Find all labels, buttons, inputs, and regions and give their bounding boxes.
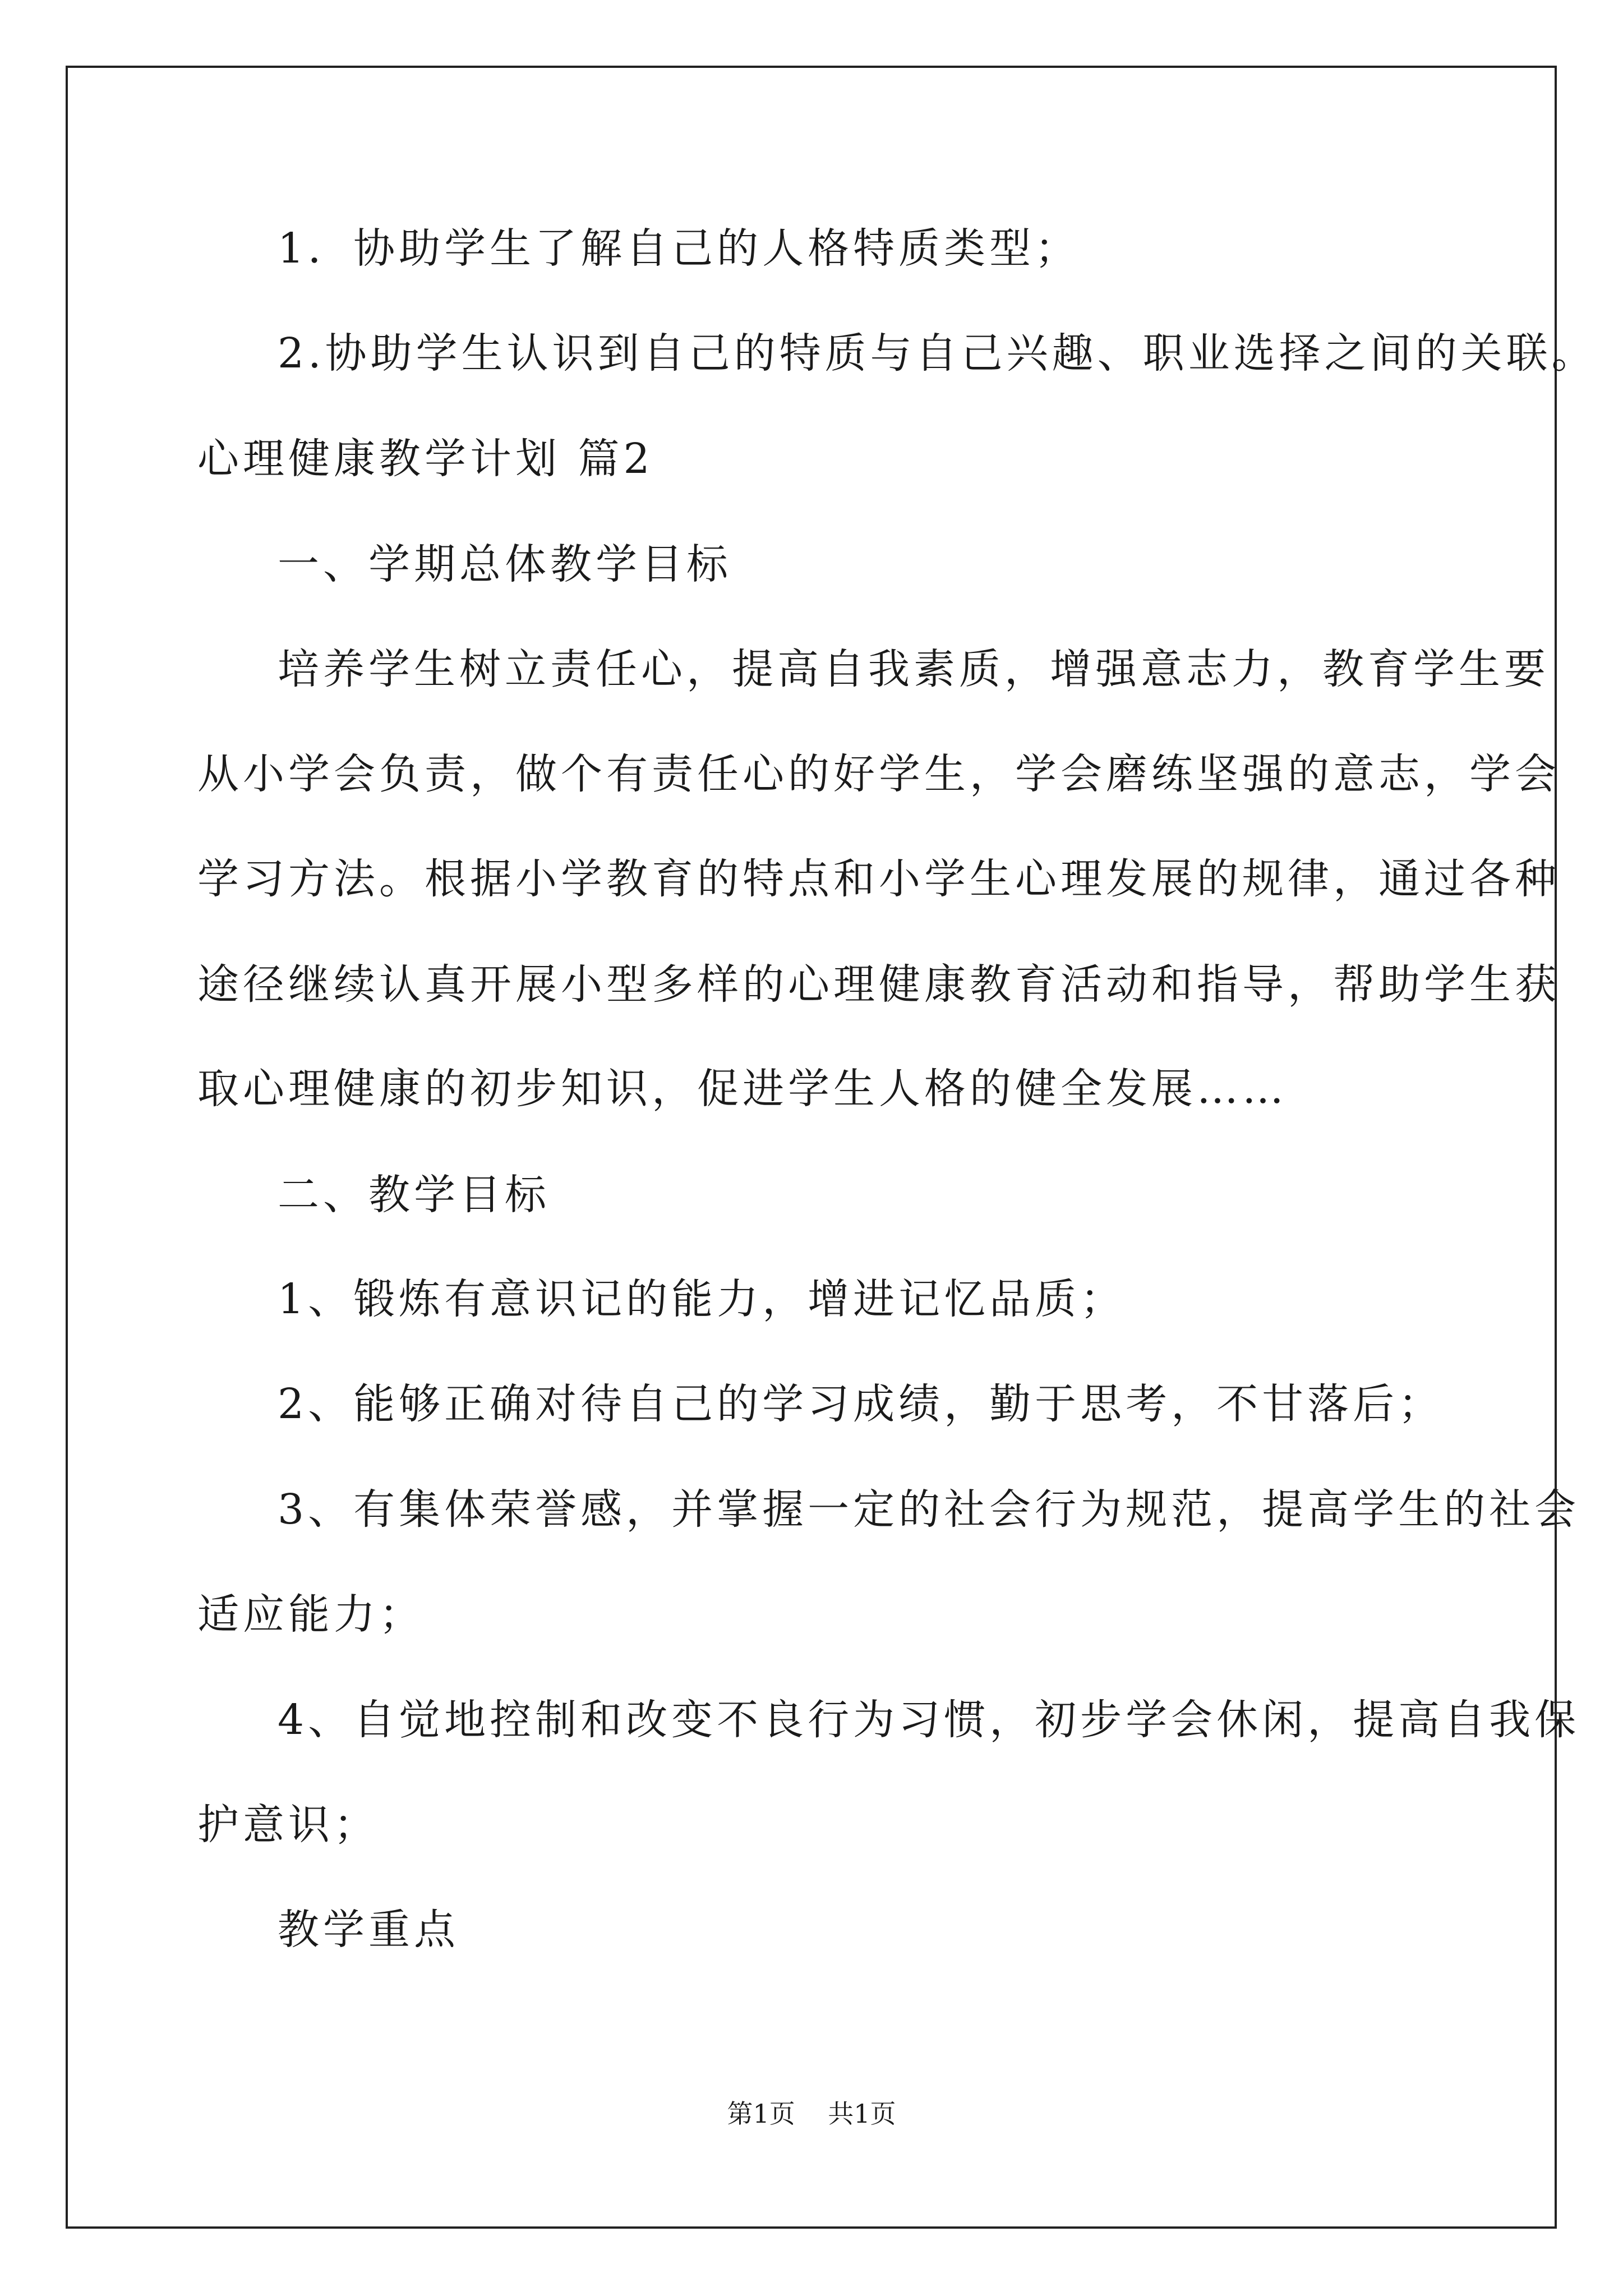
- heading-semester-goals: 一、学期总体教学目标: [278, 540, 732, 588]
- page-number: 第1页: [727, 2099, 795, 2129]
- page-total: 共1页: [828, 2099, 896, 2129]
- paragraph-line: 学习方法。根据小学教育的特点和小学生心理发展的规律，通过各种: [197, 855, 1560, 903]
- section-title: 心理健康教学计划 篇2: [197, 435, 654, 483]
- heading-teaching-goals: 二、教学目标: [278, 1171, 550, 1219]
- list-item-2: 2.协助学生认识到自己的特质与自己兴趣、职业选择之间的关联。: [278, 329, 1597, 378]
- paragraph-line: 取心理健康的初步知识，促进学生人格的健全发展……: [197, 1065, 1288, 1113]
- heading-teaching-focus: 教学重点: [278, 1906, 459, 1954]
- paragraph-line: 从小学会负责，做个有责任心的好学生，学会磨练坚强的意志，学会: [197, 750, 1560, 798]
- goal-item-4-cont: 护意识；: [197, 1801, 379, 1849]
- goal-item-1: 1、锻炼有意识记的能力，增进记忆品质；: [278, 1275, 1126, 1323]
- paragraph-line: 培养学生树立责任心，提高自我素质，增强意志力，教育学生要: [278, 645, 1550, 693]
- goal-item-4: 4、自觉地控制和改变不良行为习惯，初步学会休闲，提高自我保: [278, 1696, 1580, 1744]
- page-footer: [0, 2097, 1623, 2131]
- goal-item-3: 3、有集体荣誉感，并掌握一定的社会行为规范，提高学生的社会: [278, 1485, 1580, 1534]
- paragraph-line: 途径继续认真开展小型多样的心理健康教育活动和指导，帮助学生获: [197, 960, 1560, 1009]
- goal-item-2: 2、能够正确对待自己的学习成绩，勤于思考，不甘落后；: [278, 1380, 1444, 1428]
- list-item-1: 1．协助学生了解自己的人格特质类型；: [278, 224, 1081, 273]
- goal-item-3-cont: 适应能力；: [197, 1590, 425, 1639]
